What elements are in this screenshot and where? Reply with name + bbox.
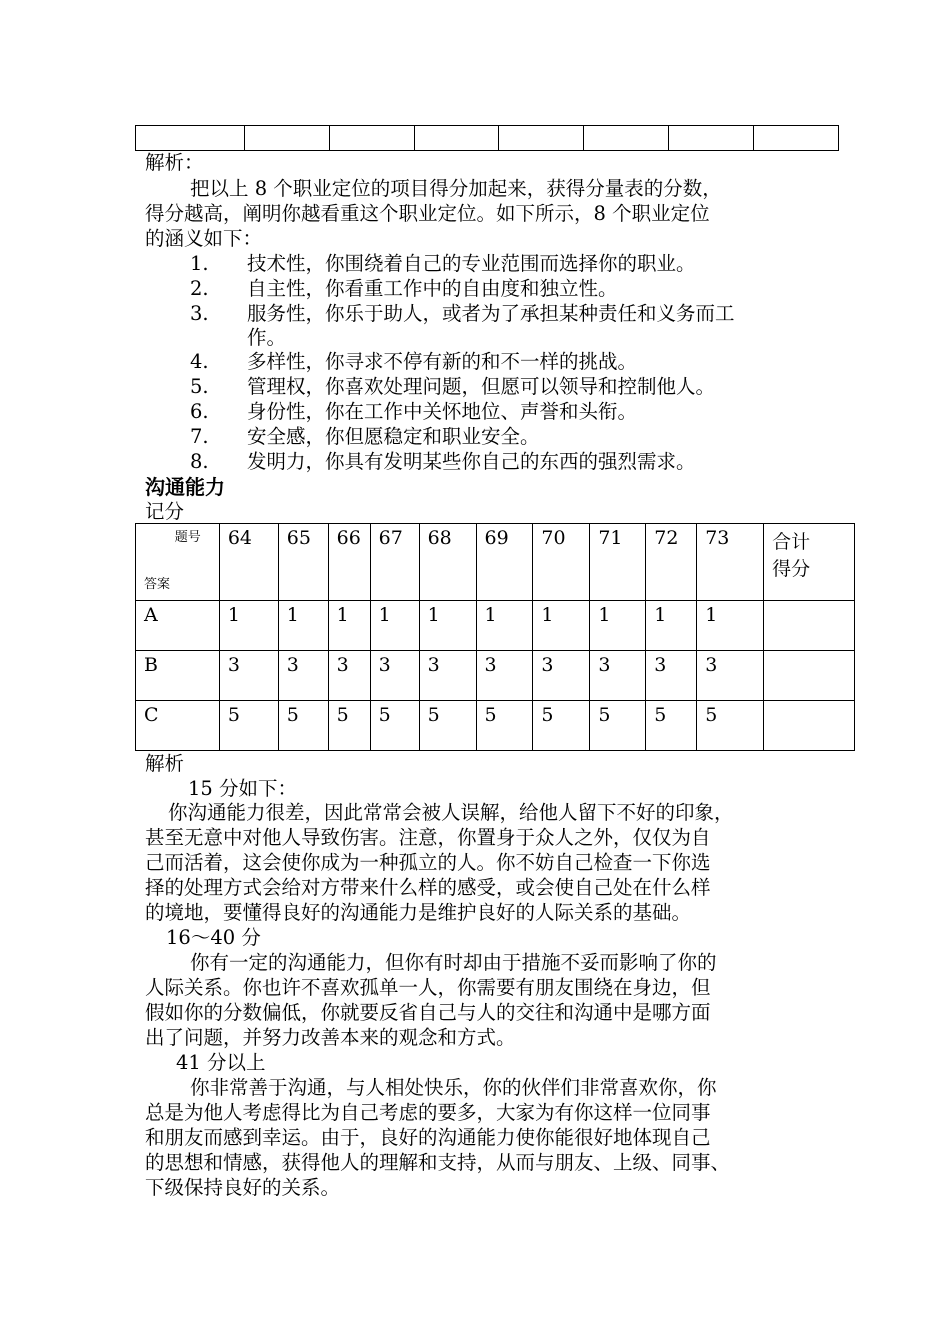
list-item-number: 3. [190, 302, 209, 325]
list-item-text: 发明力，你具有发明某些你自己的东西的强烈需求。 [247, 450, 696, 473]
paragraph-line: 你沟通能力很差，因此常常会被人误解，给他人留下不好的印象， [168, 801, 734, 824]
score-cell: 3 [533, 651, 590, 701]
paragraph-line: 和朋友而感到幸运。由于，良好的沟通能力使你能很好地体现自己 [145, 1126, 711, 1149]
answer-cell: C [136, 701, 220, 751]
score-cell: 1 [219, 601, 278, 651]
table-cell [499, 126, 584, 151]
corner-answer-label: 答案 [144, 577, 171, 592]
score-cell: 5 [533, 701, 590, 751]
score-cell: 3 [370, 651, 419, 701]
paragraph-line: 的境地，要懂得良好的沟通能力是维护良好的人际关系的基础。 [145, 901, 692, 924]
top-table [135, 125, 839, 151]
score-cell: 3 [697, 651, 764, 701]
question-number-cell: 72 [646, 524, 697, 601]
question-number-cell: 70 [533, 524, 590, 601]
paragraph-line: 总是为他人考虑得比为自己考虑的要多，大家为有你这样一位同事 [145, 1101, 711, 1124]
list-item-number: 7. [190, 425, 209, 448]
question-number-cell: 65 [278, 524, 328, 601]
paragraph-line: 己而活着，这会使你成为一种孤立的人。你不妨自己检查一下你选 [145, 851, 711, 874]
score-cell: 3 [646, 651, 697, 701]
score-cell: 5 [697, 701, 764, 751]
question-number-cell: 69 [476, 524, 533, 601]
list-item-number: 2. [190, 277, 209, 300]
paragraph-line: 你非常善于沟通，与人相处快乐，你的伙伴们非常喜欢你，你 [190, 1076, 717, 1099]
list-item-text: 身份性，你在工作中关怀地位、声誉和头衔。 [247, 400, 638, 423]
score-cell: 3 [219, 651, 278, 701]
paragraph-line: 你有一定的沟通能力，但你有时却由于措施不妥而影响了你的 [190, 951, 717, 974]
analysis-heading: 解析 [145, 752, 185, 775]
total-header-line: 得分 [772, 558, 811, 580]
paragraph-line: 假如你的分数偏低，你就要反省自己与人的交往和沟通中是哪方面 [145, 1001, 711, 1024]
table-cell [414, 126, 499, 151]
table-cell [329, 126, 414, 151]
score-cell: 1 [646, 601, 697, 651]
paragraph-line: 人际关系。你也许不喜欢孤单一人，你需要有朋友围绕在身边，但 [145, 976, 711, 999]
section-subtitle: 记分 [145, 500, 185, 523]
score-cell: 5 [328, 701, 370, 751]
total-header-line: 合计 [772, 531, 811, 553]
score-cell: 1 [533, 601, 590, 651]
score-cell: 1 [419, 601, 476, 651]
score-cell: 5 [590, 701, 646, 751]
list-item-text: 管理权，你喜欢处理问题，但愿可以领导和控制他人。 [247, 375, 716, 398]
question-number-cell: 68 [419, 524, 476, 601]
section-title: 沟通能力 [145, 475, 225, 499]
score-cell: 3 [590, 651, 646, 701]
score-cell: 5 [476, 701, 533, 751]
table-row [136, 651, 855, 701]
table-row [136, 601, 855, 651]
paragraph-line: 出了问题，并努力改善本来的观念和方式。 [145, 1026, 516, 1049]
question-number-cell: 66 [328, 524, 370, 601]
question-number-cell: 64 [219, 524, 278, 601]
paragraph-line: 择的处理方式会给对方带来什么样的感受，或会使自己处在什么样 [145, 876, 711, 899]
score-cell: 1 [590, 601, 646, 651]
score-table [135, 523, 855, 751]
question-number-cell: 67 [370, 524, 419, 601]
list-item-text: 多样性，你寻求不停有新的和不一样的挑战。 [247, 350, 638, 373]
score-cell: 1 [328, 601, 370, 651]
question-number-cell: 73 [697, 524, 764, 601]
list-item-number: 4. [190, 350, 209, 373]
answer-cell: A [136, 601, 220, 651]
paragraph-line: 下级保持良好的关系。 [145, 1176, 341, 1199]
corner-header-cell [136, 524, 220, 601]
table-cell [584, 126, 669, 151]
list-item-number: 5. [190, 375, 209, 398]
answer-cell: B [136, 651, 220, 701]
score-cell: 5 [646, 701, 697, 751]
list-item-number: 1. [190, 252, 209, 275]
table-row [136, 701, 855, 751]
list-item-text: 服务性，你乐于助人，或者为了承担某种责任和义务而工 [247, 302, 735, 325]
total-cell [764, 651, 855, 701]
table-cell [136, 126, 245, 151]
score-cell: 1 [370, 601, 419, 651]
corner-question-label: 题号 [174, 530, 201, 545]
score-cell: 3 [419, 651, 476, 701]
score-level-label: 16～40 分 [166, 926, 261, 949]
paragraph-line: 甚至无意中对他人导致伤害。注意，你置身于众人之外，仅仅为自 [145, 826, 711, 849]
paragraph-line: 的涵义如下： [145, 227, 263, 250]
score-level-label: 15 分如下： [188, 777, 298, 800]
list-item-text: 安全感，你但愿稳定和职业安全。 [247, 425, 540, 448]
table-header-row [136, 524, 855, 601]
total-header-cell [764, 524, 855, 601]
paragraph-line: 的思想和情感，获得他人的理解和支持，从而与朋友、上级、同事、 [145, 1151, 731, 1174]
list-item-text: 技术性，你围绕着自己的专业范围而选择你的职业。 [247, 252, 696, 275]
analysis-heading: 解析： [145, 151, 204, 174]
table-cell [754, 126, 839, 151]
score-cell: 5 [278, 701, 328, 751]
list-item-text: 作。 [247, 326, 287, 349]
top-table-row [136, 126, 839, 151]
score-cell: 3 [278, 651, 328, 701]
score-cell: 1 [278, 601, 328, 651]
score-cell: 5 [370, 701, 419, 751]
list-item-number: 8. [190, 450, 209, 473]
table-cell [244, 126, 329, 151]
score-cell: 1 [697, 601, 764, 651]
score-cell: 3 [476, 651, 533, 701]
score-level-label: 41 分以上 [176, 1051, 266, 1074]
total-cell [764, 701, 855, 751]
score-cell: 5 [219, 701, 278, 751]
score-cell: 3 [328, 651, 370, 701]
paragraph-line: 把以上 8 个职业定位的项目得分加起来，获得分量表的分数， [190, 177, 722, 200]
list-item-text: 自主性，你看重工作中的自由度和独立性。 [247, 277, 618, 300]
paragraph-line: 得分越高，阐明你越看重这个职业定位。如下所示，8 个职业定位 [145, 202, 710, 225]
total-cell [764, 601, 855, 651]
question-number-cell: 71 [590, 524, 646, 601]
table-cell [669, 126, 754, 151]
score-cell: 1 [476, 601, 533, 651]
list-item-number: 6. [190, 400, 209, 423]
score-cell: 5 [419, 701, 476, 751]
